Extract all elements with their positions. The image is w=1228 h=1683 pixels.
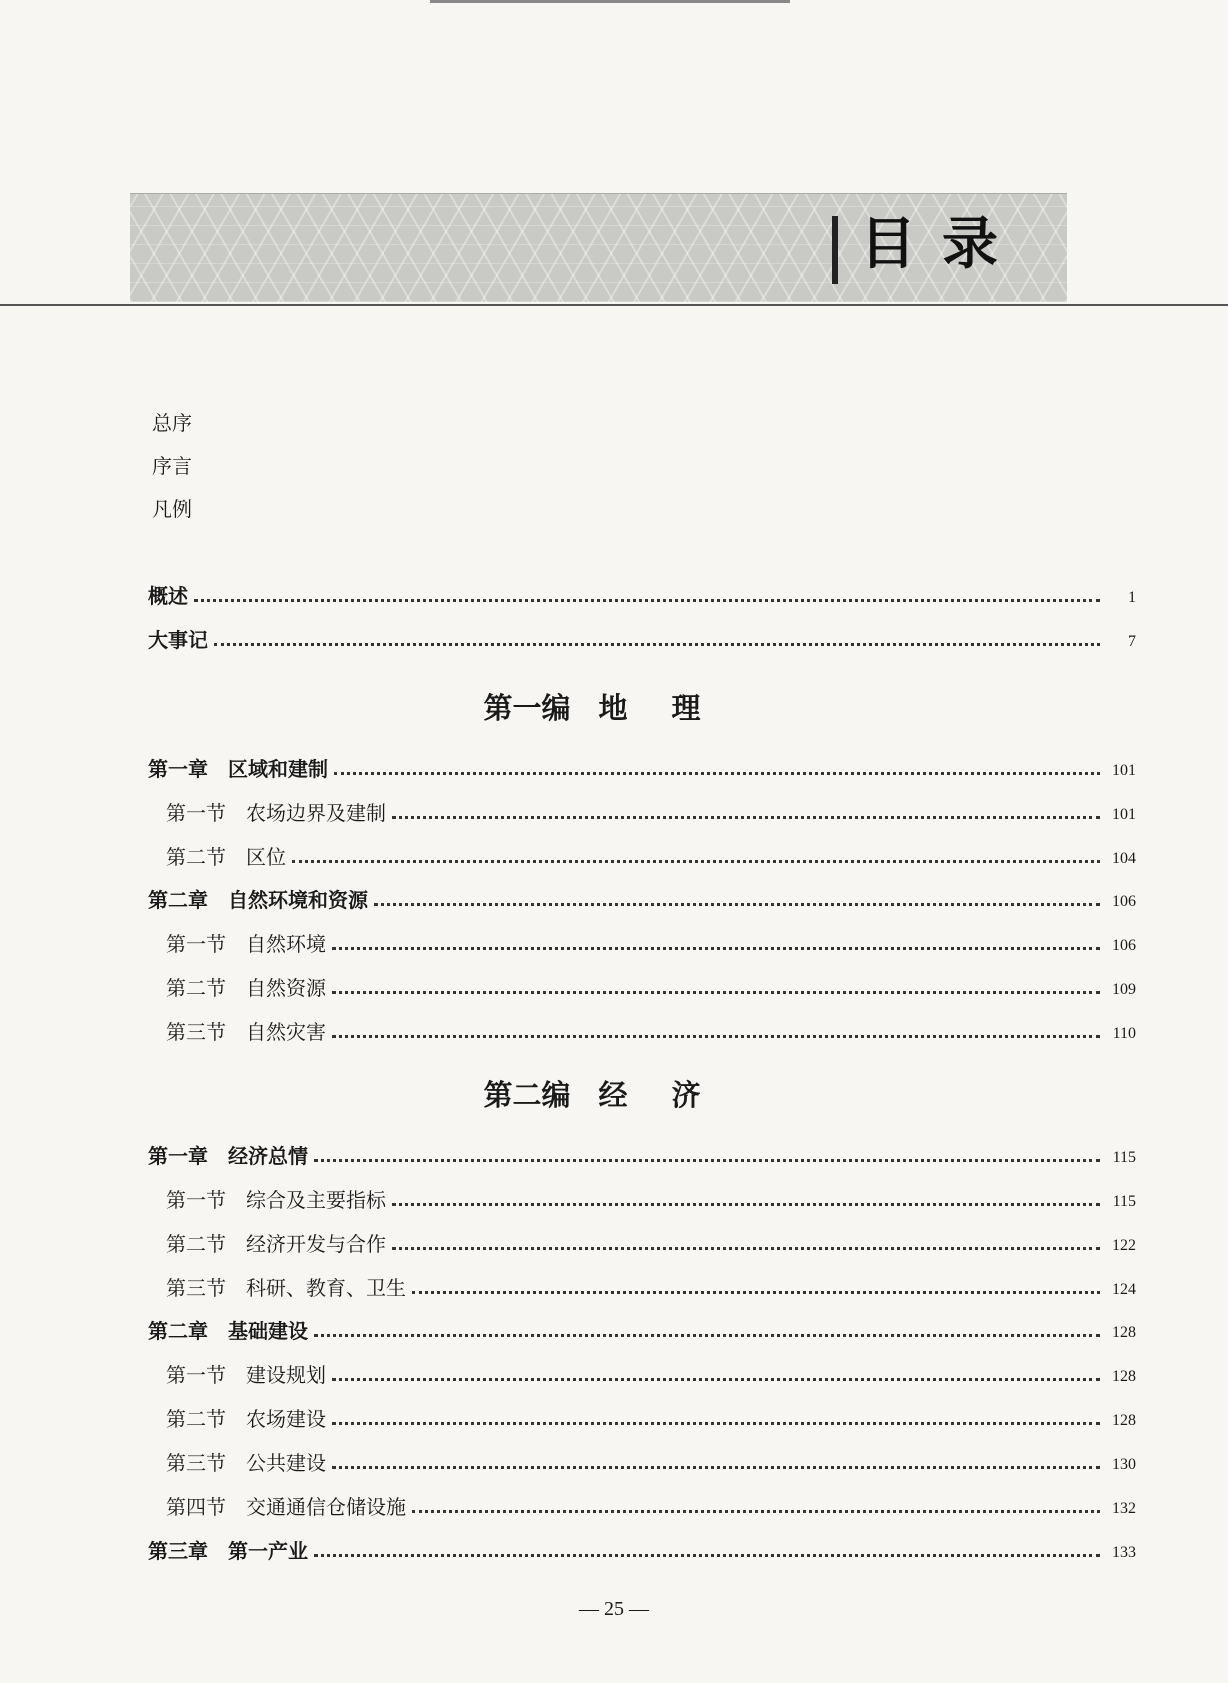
dot-leader [292, 860, 1100, 863]
toc-section[interactable] [166, 975, 1136, 1001]
dot-leader [332, 1466, 1100, 1469]
dot-leader [314, 1554, 1100, 1557]
toc-entry-page: 101 [1112, 806, 1136, 823]
dot-leader [412, 1510, 1100, 1513]
toc-section[interactable] [166, 1450, 1136, 1476]
toc-entry-overview[interactable] [148, 583, 1136, 609]
toc-entry-label: 第二节 经济开发与合作 [166, 1232, 386, 1256]
dot-leader [332, 1378, 1100, 1381]
toc-entry-page: 115 [1112, 1149, 1136, 1166]
part-heading-economy[interactable] [0, 1077, 1228, 1113]
toc-entry-page: 106 [1112, 937, 1136, 954]
dot-leader [374, 903, 1100, 906]
toc-entry-page: 109 [1112, 981, 1136, 998]
toc-section[interactable] [166, 1494, 1136, 1520]
dot-leader [332, 991, 1100, 994]
dot-leader [334, 772, 1100, 775]
toc-entry-label: 第二节 区位 [166, 845, 286, 869]
toc-section[interactable] [166, 1019, 1136, 1045]
toc-entry-label: 第一章 区域和建制 [148, 757, 328, 781]
toc-section[interactable] [166, 844, 1136, 870]
top-edge-rule [430, 0, 790, 3]
toc-section[interactable] [166, 931, 1136, 957]
toc-chapter[interactable] [148, 1143, 1136, 1169]
toc-entry-label: 第一节 农场边界及建制 [166, 801, 386, 825]
toc-section[interactable] [166, 1231, 1136, 1257]
toc-entry-chronicle[interactable] [148, 627, 1136, 653]
toc-entry-page: 101 [1112, 762, 1136, 779]
part-heading-prefix: 第一编 [483, 691, 571, 725]
toc-entry-label: 第一节 自然环境 [166, 932, 326, 956]
header-divider [0, 304, 1228, 306]
toc-section[interactable] [166, 1275, 1136, 1301]
toc-entry-page: 110 [1112, 1025, 1136, 1042]
toc-entry-page: 115 [1112, 1193, 1136, 1210]
toc-entry-label: 概述 [148, 584, 188, 608]
part-heading-prefix: 第二编 [483, 1078, 571, 1112]
toc-entry-page: 106 [1112, 893, 1136, 910]
title-bar-accent [832, 216, 838, 284]
toc-entry-page: 128 [1112, 1412, 1136, 1429]
intro-item-notes[interactable]: 凡例 [152, 497, 192, 521]
toc-chapter[interactable] [148, 1538, 1136, 1564]
toc-entry-label: 第四节 交通通信仓储设施 [166, 1495, 406, 1519]
toc-section[interactable] [166, 1406, 1136, 1432]
part-heading-name: 地理 [598, 691, 745, 725]
toc-entry-label: 第一节 建设规划 [166, 1363, 326, 1387]
dot-leader [314, 1159, 1100, 1162]
dot-leader [332, 947, 1100, 950]
dot-leader [194, 599, 1100, 602]
page-number: — 25 — [579, 1598, 649, 1620]
toc-entry-label: 第三节 自然灾害 [166, 1020, 326, 1044]
toc-entry-page: 104 [1112, 850, 1136, 867]
toc-entry-label: 第一节 综合及主要指标 [166, 1188, 386, 1212]
part-heading-name: 经济 [598, 1078, 745, 1112]
toc-entry-page: 128 [1112, 1368, 1136, 1385]
dot-leader [314, 1334, 1100, 1337]
toc-chapter[interactable] [148, 887, 1136, 913]
toc-entry-label: 第三节 公共建设 [166, 1451, 326, 1475]
toc-entry-page: 133 [1112, 1544, 1136, 1561]
page-title: 目录 [860, 212, 1024, 277]
toc-chapter[interactable] [148, 1318, 1136, 1344]
toc-section[interactable] [166, 1362, 1136, 1388]
toc-entry-page: 132 [1112, 1500, 1136, 1517]
dot-leader [392, 1247, 1100, 1250]
toc-entry-page: 124 [1112, 1281, 1136, 1298]
toc-section[interactable] [166, 1187, 1136, 1213]
toc-entry-page: 122 [1112, 1237, 1136, 1254]
toc-entry-label: 第二节 自然资源 [166, 976, 326, 1000]
dot-leader [332, 1035, 1100, 1038]
toc-entry-label: 第二章 自然环境和资源 [148, 888, 368, 912]
toc-chapter[interactable] [148, 756, 1136, 782]
toc-entry-label: 大事记 [148, 628, 208, 652]
toc-section[interactable] [166, 800, 1136, 826]
dot-leader [332, 1422, 1100, 1425]
toc-entry-label: 第三章 第一产业 [148, 1539, 308, 1563]
toc-entry-label: 第二章 基础建设 [148, 1319, 308, 1343]
toc-entry-label: 第二节 农场建设 [166, 1407, 326, 1431]
toc-entry-label: 第三节 科研、教育、卫生 [166, 1276, 406, 1300]
toc-entry-page: 130 [1112, 1456, 1136, 1473]
toc-entry-page: 1 [1128, 589, 1136, 606]
toc-entry-page: 128 [1112, 1324, 1136, 1341]
dot-leader [412, 1291, 1100, 1294]
intro-item-preface[interactable]: 序言 [152, 454, 192, 478]
toc-entry-page: 7 [1128, 633, 1136, 650]
dot-leader [214, 643, 1100, 646]
part-heading-geography[interactable] [0, 690, 1228, 726]
intro-item-general-preface[interactable]: 总序 [152, 411, 192, 435]
toc-entry-label: 第一章 经济总情 [148, 1144, 308, 1168]
dot-leader [392, 1203, 1100, 1206]
dot-leader [392, 816, 1100, 819]
